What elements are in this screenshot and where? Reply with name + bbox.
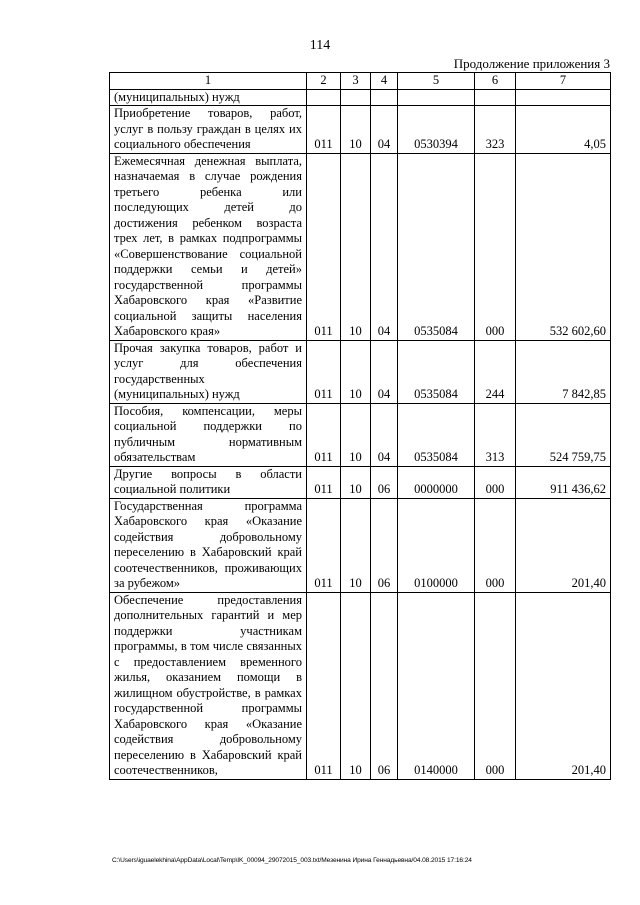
- page-number: 114: [309, 38, 331, 53]
- row-value-cell: 04: [371, 106, 398, 154]
- row-name-cell: Прочая закупка товаров, работ и услуг для обеспечения государственных (муниципальных) нужд: [110, 340, 307, 403]
- row-value-cell: [341, 89, 371, 106]
- continuation-note: Продолжение приложения 3: [453, 56, 610, 71]
- header-cell: 7: [516, 73, 611, 90]
- row-value-cell: 06: [371, 466, 398, 498]
- table-row: [110, 466, 611, 498]
- table-header-row: [110, 73, 611, 90]
- header-cell: 3: [341, 73, 371, 90]
- header-cell: 1: [110, 73, 307, 90]
- row-value-cell: 06: [371, 592, 398, 779]
- row-name-cell: Пособия, компенсации, меры социальной поддержки по публичным нормативным обязательствам: [110, 403, 307, 466]
- row-value-cell: 011: [307, 106, 341, 154]
- row-value-cell: 0000000: [398, 466, 475, 498]
- row-value-cell: 0535084: [398, 153, 475, 340]
- row-name-cell: Государственная программа Хабаровского края «Оказание содействия добровольному переселению в Хабаровский край соотечественников, проживающих за рубежом»: [110, 498, 307, 592]
- row-value-cell: 011: [307, 403, 341, 466]
- row-value-cell: 000: [475, 466, 516, 498]
- row-value-cell: 011: [307, 340, 341, 403]
- row-value-cell: 0530394: [398, 106, 475, 154]
- row-name-cell: Обеспечение предоставления дополнительных гарантий и мер поддержки участникам программы, в том числе связанных с предоставлением временного жилья, оказанием помощи в жилищном обустройстве, в рамках государственной программы Хабаровского края «Оказание содействия добровольному переселению в Хабаровский край соотечественников,: [110, 592, 307, 779]
- row-value-cell: 04: [371, 340, 398, 403]
- footer-file-path: C:\Users\iguaelekhina\AppData\Local\Temp\IK_00094_29072015_003.txt/Мезенина Ирина Геннадьевна/04.08.2015 17:16:24: [112, 857, 472, 864]
- table-row: [110, 106, 611, 154]
- row-value-cell: 10: [341, 340, 371, 403]
- header-cell: 2: [307, 73, 341, 90]
- row-value-cell: 10: [341, 403, 371, 466]
- row-value-cell: [516, 89, 611, 106]
- row-name-cell: Приобретение товаров, работ, услуг в пользу граждан в целях их социального обеспечения: [110, 106, 307, 154]
- row-value-cell: 011: [307, 466, 341, 498]
- row-value-cell: 000: [475, 498, 516, 592]
- header-cell: 4: [371, 73, 398, 90]
- row-value-cell: 911 436,62: [516, 466, 611, 498]
- row-value-cell: 000: [475, 153, 516, 340]
- row-name-cell: Ежемесячная денежная выплата, назначаемая в случае рождения третьего ребенка или последующих детей до достижения ребенком возраста трех лет, в рамках подпрограммы «Совершенствование социальной поддержки семьи и детей» государственной программы Хабаровского края «Развитие социальной защиты населения Хабаровского края»: [110, 153, 307, 340]
- row-value-cell: 04: [371, 153, 398, 340]
- row-value-cell: [398, 89, 475, 106]
- row-value-cell: 0100000: [398, 498, 475, 592]
- row-value-cell: 0140000: [398, 592, 475, 779]
- row-value-cell: 201,40: [516, 592, 611, 779]
- row-value-cell: 313: [475, 403, 516, 466]
- row-value-cell: 201,40: [516, 498, 611, 592]
- row-value-cell: 10: [341, 592, 371, 779]
- row-value-cell: 0535084: [398, 340, 475, 403]
- budget-table: [109, 72, 611, 780]
- table-row: [110, 403, 611, 466]
- row-value-cell: 532 602,60: [516, 153, 611, 340]
- row-value-cell: [475, 89, 516, 106]
- row-value-cell: 10: [341, 106, 371, 154]
- row-value-cell: 04: [371, 403, 398, 466]
- row-value-cell: 011: [307, 592, 341, 779]
- row-value-cell: 10: [341, 466, 371, 498]
- row-value-cell: 7 842,85: [516, 340, 611, 403]
- table-row: [110, 498, 611, 592]
- row-value-cell: 323: [475, 106, 516, 154]
- row-value-cell: 10: [341, 153, 371, 340]
- row-value-cell: 10: [341, 498, 371, 592]
- table-row: [110, 89, 611, 106]
- row-value-cell: 011: [307, 153, 341, 340]
- row-value-cell: [307, 89, 341, 106]
- header-cell: 5: [398, 73, 475, 90]
- row-value-cell: 011: [307, 498, 341, 592]
- table-row: [110, 340, 611, 403]
- row-value-cell: [371, 89, 398, 106]
- table-row: [110, 592, 611, 779]
- row-value-cell: 524 759,75: [516, 403, 611, 466]
- row-value-cell: 4,05: [516, 106, 611, 154]
- row-value-cell: 000: [475, 592, 516, 779]
- row-value-cell: 0535084: [398, 403, 475, 466]
- row-name-cell: (муниципальных) нужд: [110, 89, 307, 106]
- header-cell: 6: [475, 73, 516, 90]
- row-value-cell: 244: [475, 340, 516, 403]
- table-row: [110, 153, 611, 340]
- row-value-cell: 06: [371, 498, 398, 592]
- row-name-cell: Другие вопросы в области социальной политики: [110, 466, 307, 498]
